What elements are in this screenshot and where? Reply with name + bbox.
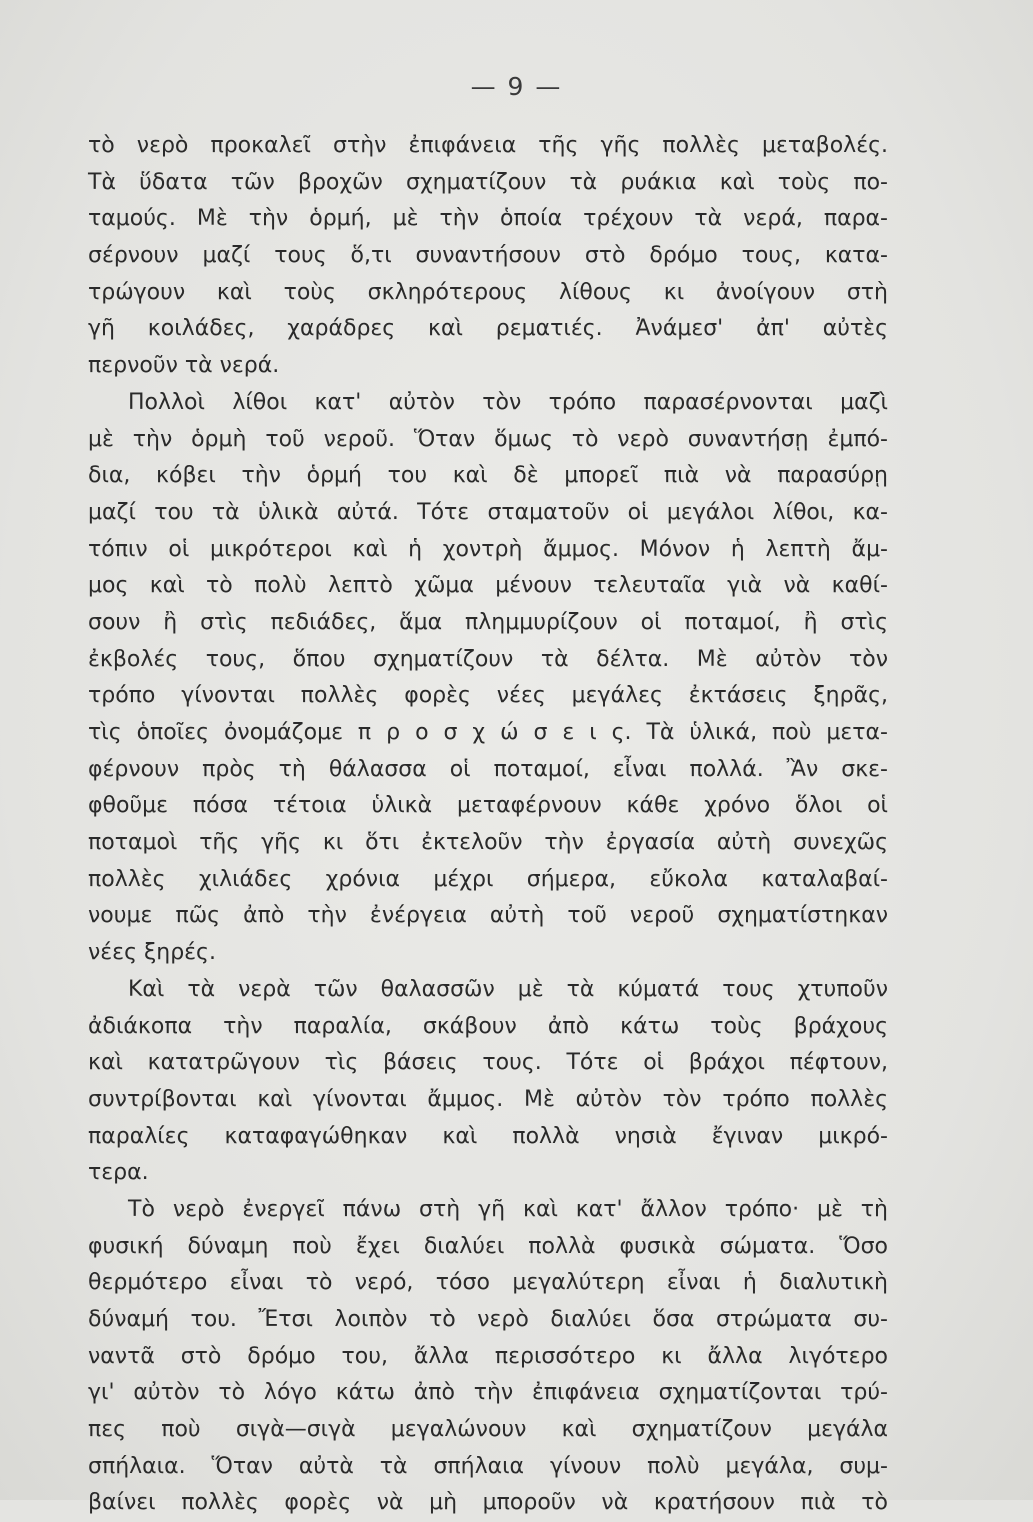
text-line: γῆ κοιλάδες, χαράδρες καὶ ρεματιές. Ἀνάμεσ' ἀπ' αὐτὲς: [88, 316, 888, 342]
text-line: νουμε πῶς ἀπὸ τὴν ἐνέργεια αὐτὴ τοῦ νεροῦ σχηματίστηκαν: [88, 903, 888, 929]
text-line: Τὸ νερὸ ἐνεργεῖ πάνω στὴ γῆ καὶ κατ' ἄλλον τρόπο· μὲ τὴ: [128, 1196, 888, 1222]
text-line: δύναμή του. Ἔτσι λοιπὸν τὸ νερὸ διαλύει ὅσα στρώματα συ-: [88, 1307, 888, 1332]
text-line: σέρνουν μαζί τους ὅ,τι συναντήσουν στὸ δρόμο τους, κατα-: [88, 243, 888, 269]
text-line: ἐκβολές τους, ὅπου σχηματίζουν τὰ δέλτα. Μὲ αὐτὸν τὸν: [88, 646, 888, 672]
text-line: συντρίβονται καὶ γίνονται ἄμμος. Μὲ αὐτὸν τὸν τρόπο πολλὲς: [88, 1086, 888, 1112]
text-line: τρώγουν καὶ τοὺς σκληρότερους λίθους κι ἀνοίγουν στὴ: [88, 279, 888, 305]
page-number: — 9 —: [470, 72, 563, 101]
body-text: [88, 128, 888, 1522]
text-line: μὲ τὴν ὁρμὴ τοῦ νεροῦ. Ὅταν ὅμως τὸ νερὸ συναντήσῃ ἐμπό-: [88, 426, 888, 452]
text-line: ἀδιάκοπα τὴν παραλία, σκάβουν ἀπὸ κάτω τοὺς βράχους: [88, 1013, 888, 1039]
text-line: μος καὶ τὸ πολὺ λεπτὸ χῶμα μένουν τελευταῖα γιὰ νὰ καθί-: [88, 573, 888, 599]
paragraph-2: [88, 385, 888, 972]
text-line: θερμότερο εἶναι τὸ νερό, τόσο μεγαλύτερη εἶναι ἡ διαλυτικὴ: [88, 1270, 888, 1296]
text-line: φέρνουν πρὸς τὴ θάλασσα οἱ ποταμοί, εἶναι πολλά. Ἂν σκε-: [88, 756, 888, 782]
text-line: ποταμοὶ τῆς γῆς κι ὅτι ἐκτελοῦν τὴν ἐργασία αὐτὴ συνεχῶς: [88, 830, 888, 856]
text-line: Καὶ τὰ νερὰ τῶν θαλασσῶν μὲ τὰ κύματά τους χτυποῦν: [128, 976, 888, 1002]
text-line: τερα.: [88, 1160, 149, 1186]
text-line: φθοῦμε πόσα τέτοια ὑλικὰ μεταφέρνουν κάθε χρόνο ὅλοι οἱ: [88, 793, 888, 819]
text-line: πολλὲς χιλιάδες χρόνια μέχρι σήμερα, εὔκολα καταλαβαί-: [88, 866, 888, 892]
text-line: Τὰ ὕδατα τῶν βροχῶν σχηματίζουν τὰ ρυάκια καὶ τοὺς πο-: [88, 169, 888, 195]
text-line: περνοῦν τὰ νερά.: [88, 353, 280, 379]
text-line: σπήλαια. Ὅταν αὐτὰ τὰ σπήλαια γίνουν πολὺ μεγάλα, συμ-: [88, 1453, 888, 1479]
text-line: βαίνει πολλὲς φορὲς νὰ μὴ μποροῦν νὰ κρατήσουν πιὰ τὸ: [88, 1490, 888, 1516]
text-line: φυσική δύναμη ποὺ ἔχει διαλύει πολλὰ φυσικὰ σώματα. Ὅσο: [88, 1233, 888, 1259]
text-line: νέες ξηρές.: [88, 940, 216, 966]
text-line: τόπιν οἱ μικρότεροι καὶ ἡ χοντρὴ ἄμμος. Μόνον ἡ λεπτὴ ἄμ-: [88, 536, 888, 562]
text-line: ναντᾶ στὸ δρόμο του, ἄλλα περισσότερο κι ἄλλα λιγότερο: [88, 1343, 888, 1369]
text-line: παραλίες καταφαγώθηκαν καὶ πολλὰ νησιὰ ἔγιναν μικρό-: [88, 1123, 888, 1149]
text-line: τρόπο γίνονται πολλὲς φορὲς νέες μεγάλες ἐκτάσεις ξηρᾶς,: [88, 683, 888, 709]
text-line: μαζί του τὰ ὑλικὰ αὐτά. Τότε σταματοῦν οἱ μεγάλοι λίθοι, κα-: [88, 499, 888, 525]
paragraph-3: [88, 972, 888, 1192]
text-line: ταμούς. Μὲ τὴν ὁρμή, μὲ τὴν ὁποία τρέχουν τὰ νερά, παρα-: [88, 206, 888, 232]
text-line: καὶ κατατρῶγουν τὶς βάσεις τους. Τότε οἱ βράχοι πέφτουν,: [88, 1050, 888, 1076]
paragraph-1: [88, 128, 888, 385]
text-line: πες ποὺ σιγὰ—σιγὰ μεγαλώνουν καὶ σχηματίζουν μεγάλα: [88, 1417, 888, 1443]
text-line: σουν ἢ στὶς πεδιάδες, ἅμα πλημμυρίζουν οἱ ποταμοί, ἢ στὶς: [88, 609, 888, 635]
text-line: Πολλοὶ λίθοι κατ' αὐτὸν τὸν τρόπο παρασέρνονται μαζὶ: [128, 389, 888, 415]
text-line: γι' αὐτὸν τὸ λόγο κάτω ἀπὸ τὴν ἐπιφάνεια σχηματίζονται τρύ-: [88, 1380, 888, 1406]
paragraph-4: [88, 1192, 888, 1522]
text-line: τὸ νερὸ προκαλεῖ στὴν ἐπιφάνεια τῆς γῆς πολλὲς μεταβολές.: [88, 133, 888, 158]
text-line: τὶς ὁποῖες ὀνομάζομε π ρ ο σ χ ώ σ ε ι ς. Τὰ ὑλικά, ποὺ μετα-: [88, 720, 888, 745]
text-line: δια, κόβει τὴν ὁρμή του καὶ δὲ μπορεῖ πιὰ νὰ παρασύρῃ: [88, 463, 888, 489]
